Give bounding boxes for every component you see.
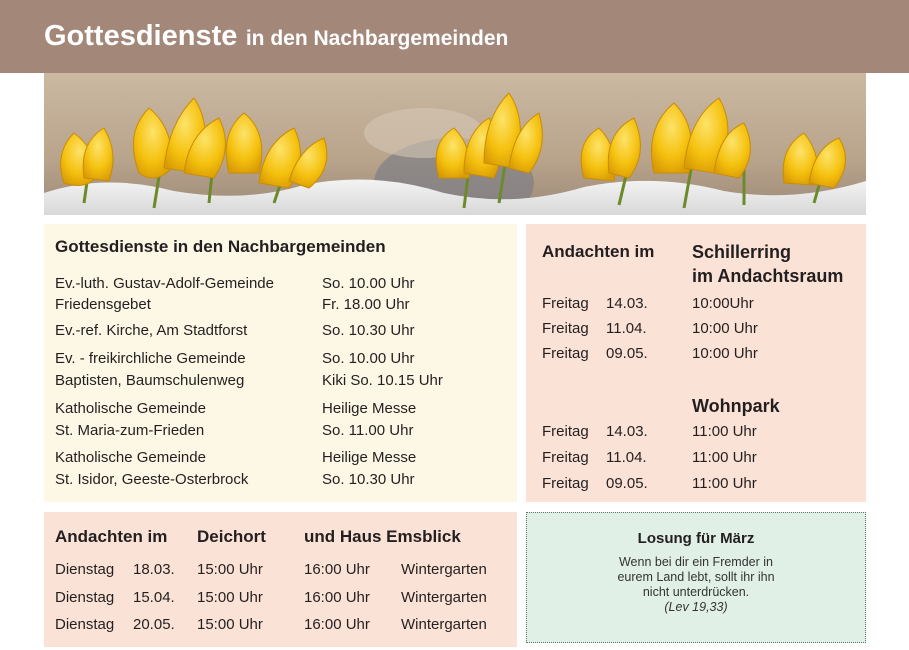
schedule-date: 11.04. bbox=[606, 320, 647, 337]
losung-line: nicht unterdrücken. bbox=[642, 585, 750, 599]
schedule-date: 09.05. bbox=[606, 345, 648, 362]
schedule-time: 15:00 Uhr bbox=[197, 561, 263, 578]
schedule-date: 14.03. bbox=[606, 423, 648, 440]
schedule-date: 20.05. bbox=[133, 616, 175, 633]
schedule-day: Dienstag bbox=[55, 589, 115, 606]
deichort-box bbox=[44, 512, 517, 647]
schedule-day: Freitag bbox=[542, 475, 589, 492]
page-title bbox=[44, 22, 508, 51]
service-name: Baptisten, Baumschulenweg bbox=[55, 372, 245, 389]
service-time: So. 10.30 Uhr bbox=[322, 322, 415, 339]
page-header bbox=[0, 0, 909, 73]
schedule-time: 10:00Uhr bbox=[692, 295, 754, 312]
neighbor-services-box bbox=[44, 224, 517, 502]
schedule-time: 11:00 Uhr bbox=[692, 423, 757, 440]
deichort-heading: Deichort bbox=[197, 527, 266, 546]
schillerring-heading-left: Andachten im bbox=[542, 242, 655, 261]
schedule-place: Wintergarten bbox=[401, 561, 487, 578]
page-title-sub: in den Nachbargemeinden bbox=[245, 27, 509, 50]
neighbor-services-heading: Gottesdienste in den Nachbargemeinden bbox=[55, 237, 386, 256]
schillerring-box bbox=[526, 224, 866, 502]
service-name: Friedensgebet bbox=[55, 296, 151, 313]
crocus-photo bbox=[44, 73, 866, 215]
service-name: St. Isidor, Geeste-Osterbrock bbox=[55, 471, 249, 488]
schedule-date: 15.04. bbox=[133, 589, 175, 606]
schedule-day: Dienstag bbox=[55, 616, 115, 633]
service-name: Katholische Gemeinde bbox=[55, 449, 206, 466]
schedule-day: Freitag bbox=[542, 295, 589, 312]
schedule-day: Dienstag bbox=[55, 561, 115, 578]
schedule-time: 10:00 Uhr bbox=[692, 345, 758, 362]
service-time: Heilige Messe bbox=[322, 449, 417, 466]
service-time: So. 10.00 Uhr bbox=[322, 275, 415, 292]
losung-text bbox=[527, 555, 865, 615]
schillerring-heading: Schillerring bbox=[692, 242, 792, 262]
schedule-time: 10:00 Uhr bbox=[692, 320, 758, 337]
schedule-day: Freitag bbox=[542, 423, 589, 440]
emsblick-heading: und Haus Emsblick bbox=[304, 527, 461, 546]
schedule-date: 18.03. bbox=[133, 561, 175, 578]
schedule-day: Freitag bbox=[542, 320, 589, 337]
schillerring-subheading: im Andachtsraum bbox=[692, 266, 844, 286]
schedule-place: Wintergarten bbox=[401, 616, 487, 633]
losung-title: Losung für März bbox=[637, 530, 755, 547]
schedule-date: 09.05. bbox=[606, 475, 648, 492]
wohnpark-heading: Wohnpark bbox=[692, 396, 780, 416]
service-time: Kiki So. 10.15 Uhr bbox=[322, 372, 443, 389]
schedule-time: 16:00 Uhr bbox=[304, 616, 370, 633]
service-time: Fr. 18.00 Uhr bbox=[322, 296, 410, 313]
losung-reference: (Lev 19,33) bbox=[664, 600, 728, 614]
losung-line: Wenn bei dir ein Fremder in bbox=[618, 555, 773, 569]
schedule-place: Wintergarten bbox=[401, 589, 487, 606]
service-time: So. 10.30 Uhr bbox=[322, 471, 415, 488]
service-time: So. 10.00 Uhr bbox=[322, 350, 415, 367]
service-time: Heilige Messe bbox=[322, 400, 417, 417]
schedule-time: 11:00 Uhr bbox=[692, 449, 757, 466]
service-name: Katholische Gemeinde bbox=[55, 400, 206, 417]
service-name: Ev. - freikirchliche Gemeinde bbox=[55, 350, 246, 367]
losung-line: eurem Land lebt, sollt ihr ihn bbox=[617, 570, 775, 584]
schedule-time: 16:00 Uhr bbox=[304, 561, 370, 578]
schedule-time: 16:00 Uhr bbox=[304, 589, 370, 606]
page-title-main: Gottesdienste bbox=[44, 20, 238, 52]
losung-box bbox=[526, 512, 866, 643]
schedule-day: Freitag bbox=[542, 345, 589, 362]
schedule-time: 15:00 Uhr bbox=[197, 616, 263, 633]
service-name: Ev.-ref. Kirche, Am Stadtforst bbox=[55, 322, 248, 339]
schedule-time: 15:00 Uhr bbox=[197, 589, 263, 606]
deichort-heading-left: Andachten im bbox=[55, 527, 168, 546]
service-time: So. 11.00 Uhr bbox=[322, 422, 414, 439]
schedule-day: Freitag bbox=[542, 449, 589, 466]
schedule-date: 11.04. bbox=[606, 449, 647, 466]
service-name: St. Maria-zum-Frieden bbox=[55, 422, 205, 439]
schedule-date: 14.03. bbox=[606, 295, 648, 312]
service-name: Ev.-luth. Gustav-Adolf-Gemeinde bbox=[55, 275, 274, 292]
schedule-time: 11:00 Uhr bbox=[692, 475, 757, 492]
